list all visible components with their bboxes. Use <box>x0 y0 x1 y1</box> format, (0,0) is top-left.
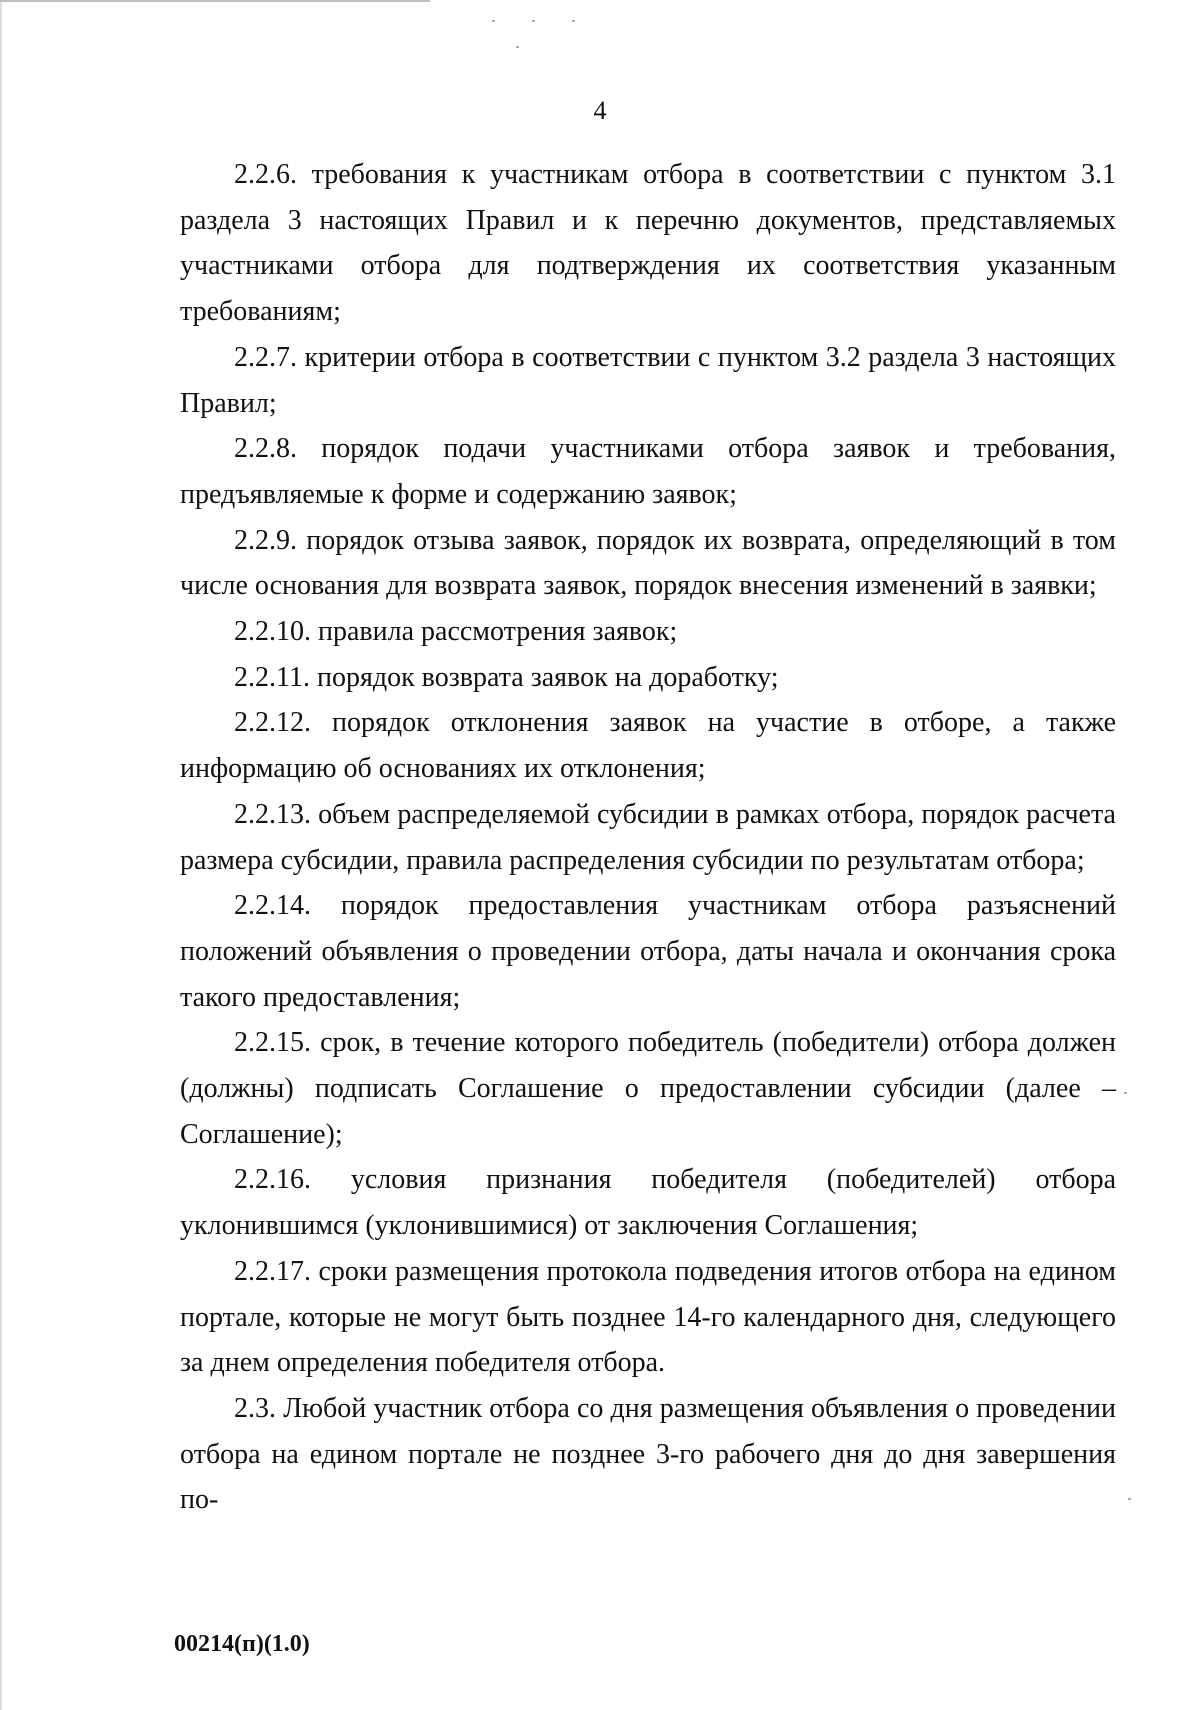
scan-edge <box>0 0 3 1710</box>
scan-speck <box>532 20 535 22</box>
paragraph-2-2-7: 2.2.7. критерии отбора в соответствии с пунктом 3.2 раздела 3 настоящих Правил; <box>180 341 1116 419</box>
paragraph-2-2-8: 2.2.8. порядок подачи участниками отбора заявок и требования, предъявляемые к форме и содержанию заявок; <box>180 433 1116 510</box>
paragraph-2-2-6: 2.2.6. требования к участникам отбора в соответствии с пунктом 3.1 раздела 3 настоящих Правил и к перечню документов, представляемых участниками отбора для подтверждения их соответствия указанным требованиям; <box>180 159 1116 328</box>
scan-speck <box>1124 1092 1127 1094</box>
paragraph-2-2-17: 2.2.17. сроки размещения протокола подведения итогов отбора на едином портале, которые не могут быть позднее 14-го календарного дня, следующего за днем определения победителя отбора. <box>180 1255 1116 1379</box>
paragraph-2-2-13: 2.2.13. объем распределяемой субсидии в рамках отбора, порядок расчета размера субсидии, правила распределения субсидии по результатам отбора; <box>180 798 1116 876</box>
paragraph-2-2-14: 2.2.14. порядок предоставления участникам отбора разъяснений положений объявления о проведении отбора, даты начала и окончания срока такого предоставления; <box>180 890 1116 1013</box>
scan-speck <box>492 20 495 22</box>
paragraph-2-3: 2.3. Любой участник отбора со дня размещения объявления о проведении отбора на едином портале не позднее 3-го рабочего дня до дня завершения по- <box>180 1392 1116 1516</box>
page-number: 4 <box>593 96 607 125</box>
paragraph-2-2-10: 2.2.10. правила рассмотрения заявок; <box>234 616 678 648</box>
scan-speck <box>1128 1498 1131 1500</box>
scan-edge-top <box>0 0 430 2</box>
paragraph-2-2-15: 2.2.15. срок, в течение которого победитель (победители) отбора должен (должны) подписать Соглашение о предоставлении субсидии (далее – Соглашение); <box>180 1027 1116 1150</box>
paragraph-2-2-16: 2.2.16. условия признания победителя (победителей) отбора уклонившимся (уклонившимися) от заключения Соглашения; <box>180 1164 1116 1242</box>
paragraph-2-2-9: 2.2.9. порядок отзыва заявок, порядок их возврата, определяющий в том числе основания для возврата заявок, порядок внесения изменений в заявки; <box>180 524 1116 602</box>
paragraph-2-2-11: 2.2.11. порядок возврата заявок на доработку; <box>234 661 779 693</box>
document-body <box>180 152 1116 1523</box>
document-code: 00214(п)(1.0) <box>174 1631 310 1657</box>
paragraph-2-2-12: 2.2.12. порядок отклонения заявок на участие в отборе, а также информацию об основаниях их отклонения; <box>180 707 1116 785</box>
scan-speck <box>516 46 519 48</box>
scan-speck <box>572 20 575 22</box>
